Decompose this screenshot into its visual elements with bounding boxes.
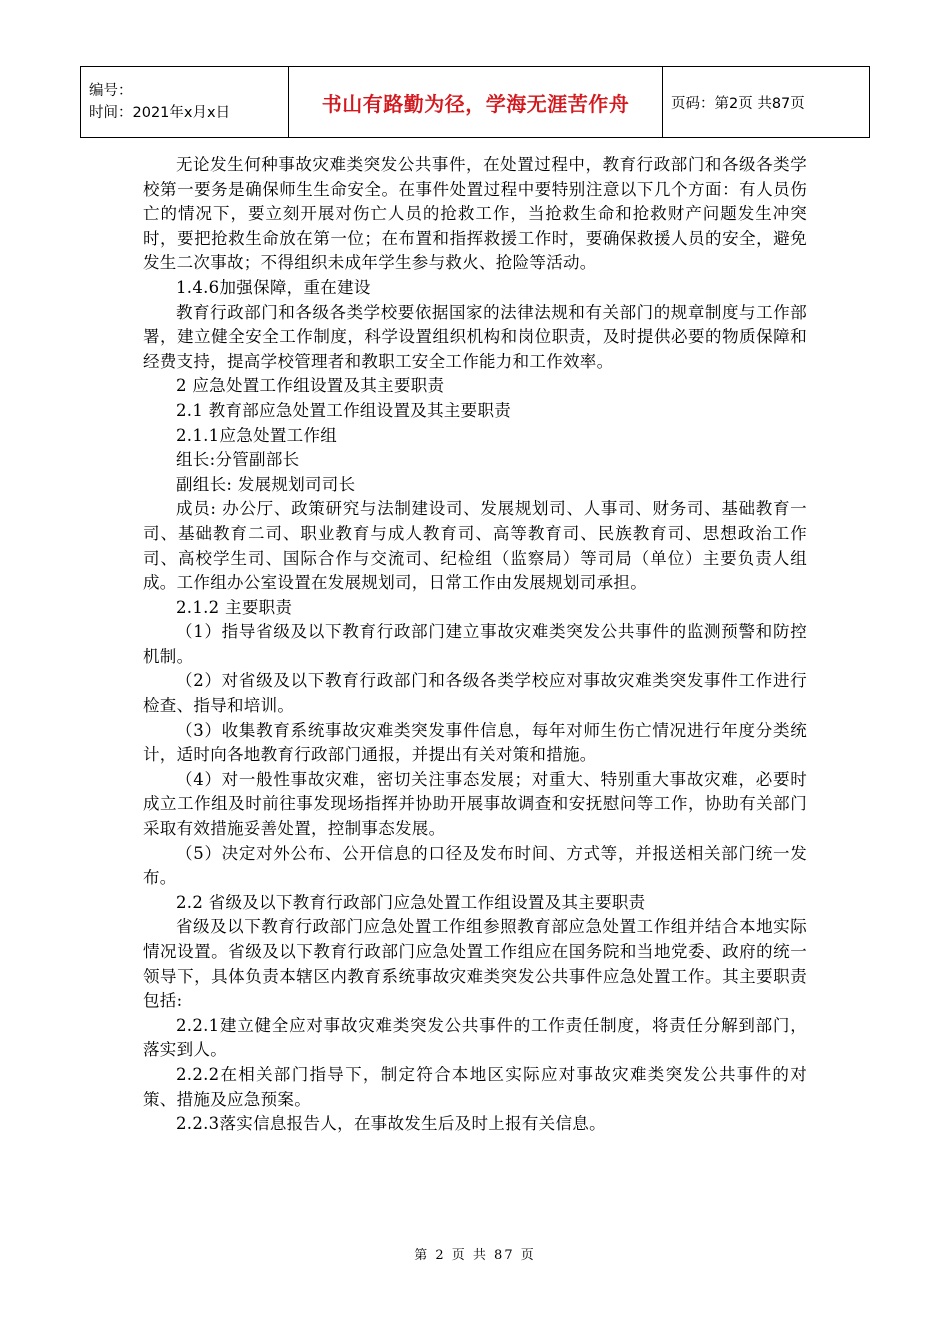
list-item: （2）对省级及以下教育行政部门和各级各类学校应对事故灾难类突发事件工作进行检查、指导和培训。 — [143, 671, 807, 716]
paragraph: 成员: 办公厅、政策研究与法制建设司、发展规划司、人事司、财务司、基础教育一司、基础教育二司、职业教育与成人教育司、高等教育司、民族教育司、思想政治工作司、高校学生司、国际合作与交流司、纪检组（监察局）等司局（单位）主要负责人组成。工作组办公室设置在发展规划司，日常工作由发展规划司承担。 — [143, 499, 807, 593]
section-heading: 2.1.2 主要职责 — [176, 597, 293, 617]
header-motto: 书山有路勤为径，学海无涯苦作舟 — [289, 67, 663, 138]
paragraph: 省级及以下教育行政部门应急处置工作组参照教育部应急处置工作组并结合本地实际情况设置。省级及以下教育行政部门应急处置工作组应在国务院和当地党委、政府的统一领导下，具体负责本辖区内教育系统事故灾难类突发公共事件应急处置工作。其主要职责包括: — [143, 917, 807, 1011]
page-header — [80, 66, 870, 138]
section-heading: 2 应急处置工作组设置及其主要职责 — [176, 376, 445, 396]
section-heading: 2.1.1应急处置工作组 — [176, 425, 338, 445]
paragraph: 2.2.2在相关部门指导下，制定符合本地区实际应对事故灾难类突发公共事件的对策、措施及应急预案。 — [143, 1064, 807, 1109]
document-body — [143, 153, 807, 1137]
document-time-label: 时间：2021年x月x日 — [89, 105, 231, 121]
paragraph: 组长:分管副部长 — [176, 450, 300, 470]
section-heading: 2.2 省级及以下教育行政部门应急处置工作组设置及其主要职责 — [176, 892, 646, 912]
list-item: （5）决定对外公布、公开信息的口径及发布时间、方式等，并报送相关部门统一发布。 — [143, 843, 807, 888]
header-meta — [81, 67, 289, 138]
list-item: （4）对一般性事故灾难，密切关注事态发展；对重大、特别重大事故灾难，必要时成立工作组及时前往事发现场指挥并协助开展事故调查和安抚慰问等工作，协助有关部门采取有效措施妥善处置，控制事态发展。 — [143, 769, 807, 839]
paragraph: 无论发生何种事故灾难类突发公共事件，在处置过程中，教育行政部门和各级各类学校第一要务是确保师生生命安全。在事件处置过程中要特别注意以下几个方面：有人员伤亡的情况下，要立刻开展对伤亡人员的抢救工作，当抢救生命和抢救财产问题发生冲突时，要把抢救生命放在第一位；在布置和指挥救援工作时，要确保救援人员的安全，避免发生二次事故；不得组织未成年学生参与救火、抢险等活动。 — [143, 155, 807, 273]
document-number-label: 编号： — [89, 83, 133, 99]
list-item: （1）指导省级及以下教育行政部门建立事故灾难类突发公共事件的监测预警和防控机制。 — [143, 622, 807, 666]
paragraph: 教育行政部门和各级各类学校要依据国家的法律法规和有关部门的规章制度与工作部署，建立健全安全工作制度，科学设置组织机构和岗位职责，及时提供必要的物质保障和经费支持，提高学校管理者和教职工安全工作能力和工作效率。 — [143, 302, 807, 371]
paragraph: 2.2.1建立健全应对事故灾难类突发公共事件的工作责任制度，将责任分解到部门，落实到人。 — [143, 1015, 807, 1060]
header-page-info: 页码：第2页 共87页 — [663, 67, 870, 138]
section-heading: 1.4.6加强保障，重在建设 — [176, 277, 371, 297]
paragraph: 2.2.3落实信息报告人，在事故发生后及时上报有关信息。 — [176, 1114, 606, 1134]
paragraph: 副组长: 发展规划司司长 — [176, 474, 356, 494]
section-heading: 2.1 教育部应急处置工作组设置及其主要职责 — [176, 400, 512, 420]
list-item: （3）收集教育系统事故灾难类突发事件信息，每年对师生伤亡情况进行年度分类统计，适时向各地教育行政部门通报，并提出有关对策和措施。 — [143, 720, 807, 765]
page-footer: 第 2 页 共 87 页 — [414, 1248, 536, 1263]
